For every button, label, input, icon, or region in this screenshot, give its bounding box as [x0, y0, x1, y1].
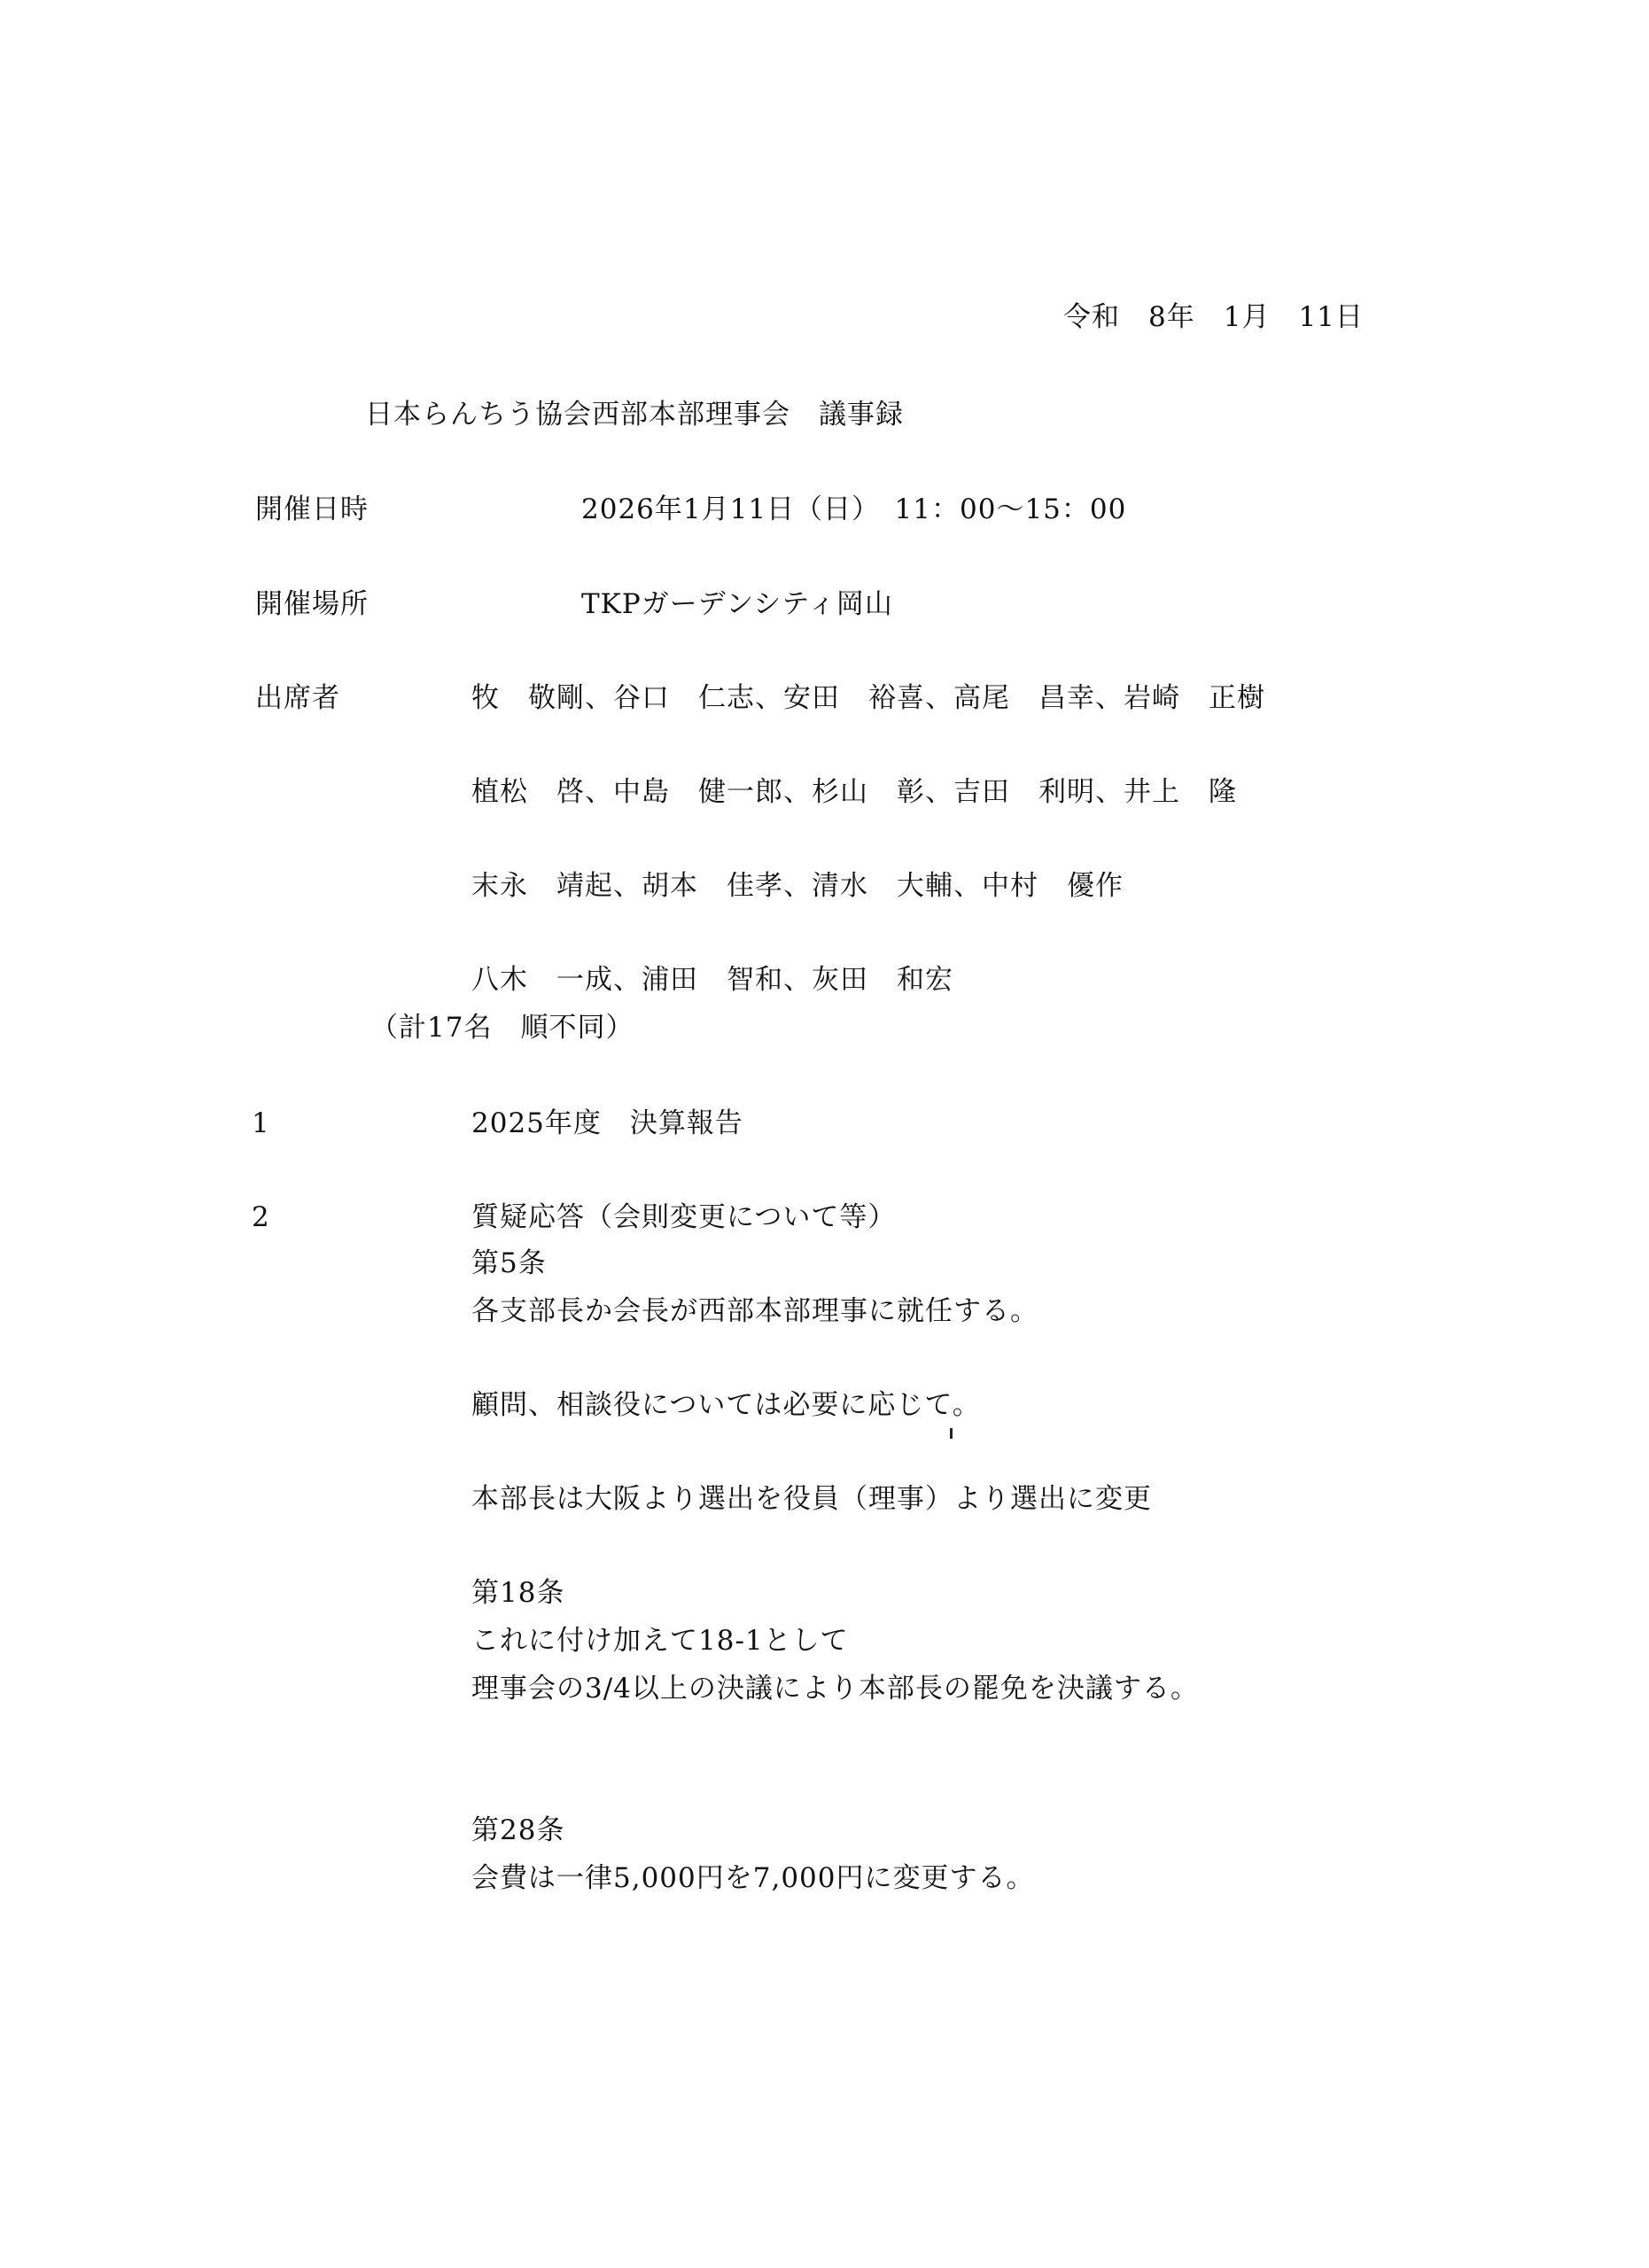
- item-detail-line: これに付け加えて18-1として: [471, 1625, 849, 1657]
- meeting-venue-value: TKPガーデンシティ岡山: [581, 588, 893, 620]
- item-title: 2025年度 決算報告: [471, 1107, 743, 1139]
- item-detail-line: 本部長は大阪より選出を役員（理事）より選出に変更: [471, 1483, 1152, 1515]
- item-detail-line: 各支部長か会長が西部本部理事に就任する。: [471, 1295, 1038, 1327]
- item-detail-line: 会費は一律5,000円を7,000円に変更する。: [471, 1862, 1035, 1894]
- article-heading: 第18条: [471, 1577, 565, 1609]
- attendees-line: 八木 一成、浦田 智和、灰田 和宏: [471, 964, 953, 996]
- meeting-datetime-value: 2026年1月11日（日） 11：00〜15：00: [581, 493, 1127, 525]
- article-heading: 第5条: [471, 1247, 547, 1279]
- item-detail-line: 顧問、相談役については必要に応じて。: [471, 1389, 981, 1421]
- attendees-line: 牧 敬剛、谷口 仁志、安田 裕喜、高尾 昌幸、岩崎 正樹: [471, 682, 1265, 714]
- item-number: 1: [252, 1107, 270, 1139]
- meeting-datetime-label: 開催日時: [255, 493, 369, 525]
- attendees-label: 出席者: [255, 682, 340, 714]
- article-heading: 第28条: [471, 1814, 565, 1846]
- document-date: 令和 8年 1月 11日: [1063, 301, 1364, 333]
- attendees-count: （計17名 順不同）: [370, 1012, 634, 1044]
- attendees-line: 末永 靖起、胡本 佳孝、清水 大輔、中村 優作: [471, 870, 1124, 902]
- meeting-venue-label: 開催場所: [255, 588, 369, 620]
- scan-speck: [950, 1428, 953, 1439]
- item-number: 2: [252, 1201, 270, 1233]
- item-detail-line: 理事会の3/4以上の決議により本部長の罷免を決議する。: [471, 1673, 1199, 1705]
- item-title: 質疑応答（会則変更について等）: [471, 1201, 897, 1233]
- attendees-line: 植松 啓、中島 健一郎、杉山 彰、吉田 利明、井上 隆: [471, 776, 1237, 808]
- document-title: 日本らんちう協会西部本部理事会 議事録: [365, 399, 904, 431]
